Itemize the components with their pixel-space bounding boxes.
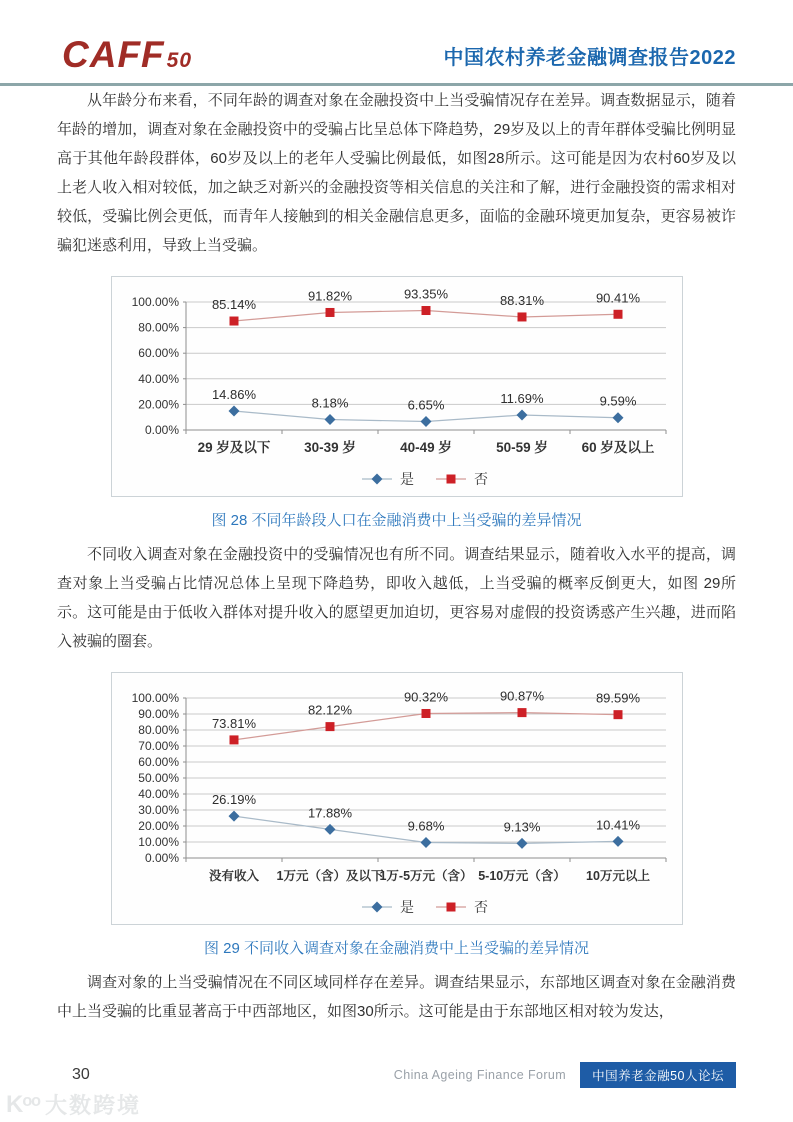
footer-right: [394, 1062, 736, 1088]
figure-29-chart: [116, 678, 678, 922]
header-row: [0, 36, 793, 83]
svg-text:没有收入: 没有收入: [208, 869, 259, 883]
report-title: 中国农村养老金融调查报告2022: [443, 47, 736, 69]
svg-text:89.59%: 89.59%: [595, 690, 640, 706]
svg-text:26.19%: 26.19%: [211, 792, 256, 808]
svg-text:是: 是: [399, 899, 414, 915]
svg-text:50.00%: 50.00%: [137, 771, 179, 785]
header: [0, 0, 793, 86]
svg-text:否: 否: [473, 899, 488, 915]
footer: [0, 1062, 793, 1088]
svg-text:90.32%: 90.32%: [403, 689, 448, 705]
svg-text:10.00%: 10.00%: [137, 835, 179, 849]
svg-text:11.69%: 11.69%: [499, 391, 544, 407]
svg-text:60 岁及以上: 60 岁及以上: [581, 440, 654, 455]
svg-text:90.00%: 90.00%: [137, 707, 179, 721]
svg-text:10.41%: 10.41%: [595, 817, 640, 833]
forum-name-en: China Ageing Finance Forum: [393, 1068, 567, 1082]
svg-text:85.14%: 85.14%: [211, 297, 256, 313]
svg-text:90.87%: 90.87%: [499, 688, 544, 704]
forum-badge: 中国养老金融50人论坛: [580, 1062, 736, 1088]
svg-text:91.82%: 91.82%: [307, 288, 352, 304]
svg-text:9.68%: 9.68%: [407, 818, 444, 834]
svg-text:40.00%: 40.00%: [137, 371, 179, 386]
watermark: [6, 1089, 141, 1120]
svg-text:17.88%: 17.88%: [307, 805, 352, 821]
svg-text:1万元（含）及以下: 1万元（含）及以下: [276, 869, 383, 883]
paragraph-region-analysis: 调查对象的上当受骗情况在不同区域同样存在差异。调查结果显示，东部地区调查对象在金融消费中上当受骗的比重显著高于中西部地区，如图30所示。这可能是由于东部地区相对较为发达，: [57, 974, 736, 1020]
svg-text:6.65%: 6.65%: [407, 397, 444, 413]
caff50-logo: [62, 36, 192, 73]
figure-28-frame: [111, 276, 683, 497]
figure-28-caption: 图 28 不同年龄段人口在金融消费中上当受骗的差异情况: [211, 512, 582, 529]
svg-text:9.59%: 9.59%: [599, 393, 636, 409]
svg-text:88.31%: 88.31%: [499, 292, 544, 308]
svg-text:20.00%: 20.00%: [137, 819, 179, 833]
svg-text:是: 是: [399, 471, 414, 487]
svg-text:60.00%: 60.00%: [137, 346, 179, 361]
caff-logo-50: 50: [166, 49, 193, 72]
figure-28-chart: [116, 282, 678, 494]
svg-text:90.41%: 90.41%: [595, 290, 640, 306]
svg-text:10万元以上: 10万元以上: [585, 869, 650, 883]
svg-text:0.00%: 0.00%: [144, 851, 179, 865]
svg-text:0.00%: 0.00%: [144, 423, 179, 437]
svg-text:1万-5万元（含）: 1万-5万元（含）: [378, 869, 473, 883]
svg-text:40-49 岁: 40-49 岁: [399, 440, 452, 455]
svg-text:8.18%: 8.18%: [311, 395, 348, 411]
svg-text:70.00%: 70.00%: [137, 739, 179, 753]
svg-text:14.86%: 14.86%: [211, 386, 256, 402]
svg-text:80.00%: 80.00%: [137, 723, 179, 737]
svg-text:60.00%: 60.00%: [137, 755, 179, 769]
svg-text:20.00%: 20.00%: [137, 397, 179, 412]
paragraph-age-analysis: 从年龄分布来看，不同年龄的调查对象在金融投资中上当受骗情况存在差异。调查数据显示，随着年龄的增加，调查对象在金融投资中的受骗占比呈总体下降趋势，29岁及以上的青年群体受骗比例明显高于其他年龄段群体，60岁及以上的老年人受骗比例最低，如图28所示。这可能是因为农村60岁及以上老人收入相对较低，加之缺乏对新兴的金融投资等相关信息的关注和了解，进行金融投资的需求相对较低，受骗比例会更低，而青年人接触到的相关金融信息更多，面临的金融环境更加复杂，更容易被诈骗犯迷惑利用，导致上当受骗。: [57, 92, 736, 254]
svg-text:100.00%: 100.00%: [131, 691, 179, 705]
paragraph-income-analysis: 不同收入调查对象在金融投资中的受骗情况也有所不同。调查结果显示，随着收入水平的提高，调查对象上当受骗占比情况总体上呈现下降趋势，即收入越低，上当受骗的概率反倒更大，如图 29所示。这可能是由于低收入群体对提升收入的愿望更加迫切，更容易对虚假的投资诱惑产生兴趣，进而陷入被骗的圈套。: [57, 546, 736, 650]
svg-text:30-39 岁: 30-39 岁: [303, 440, 356, 455]
watermark-logo-icon: Kᵒᵒ: [6, 1090, 41, 1118]
figure-29-frame: [111, 672, 683, 925]
main-content: [0, 86, 793, 1026]
svg-text:73.81%: 73.81%: [211, 715, 256, 731]
svg-text:否: 否: [473, 471, 488, 487]
svg-text:80.00%: 80.00%: [137, 320, 179, 335]
figure-29-caption: 图 29 不同收入调查对象在金融消费中上当受骗的差异情况: [203, 940, 590, 957]
svg-text:93.35%: 93.35%: [403, 286, 448, 302]
svg-text:40.00%: 40.00%: [137, 787, 179, 801]
watermark-text: 大数跨境: [45, 1093, 142, 1118]
svg-text:100.00%: 100.00%: [131, 295, 179, 309]
caff-logo-text: CAFF: [62, 34, 165, 75]
svg-text:9.13%: 9.13%: [503, 819, 540, 835]
svg-text:30.00%: 30.00%: [137, 803, 179, 817]
svg-text:29 岁及以下: 29 岁及以下: [197, 440, 270, 455]
page-number: 30: [72, 1066, 90, 1083]
svg-text:82.12%: 82.12%: [307, 702, 352, 718]
svg-text:50-59 岁: 50-59 岁: [495, 440, 548, 455]
svg-text:5-10万元（含）: 5-10万元（含）: [477, 869, 566, 883]
